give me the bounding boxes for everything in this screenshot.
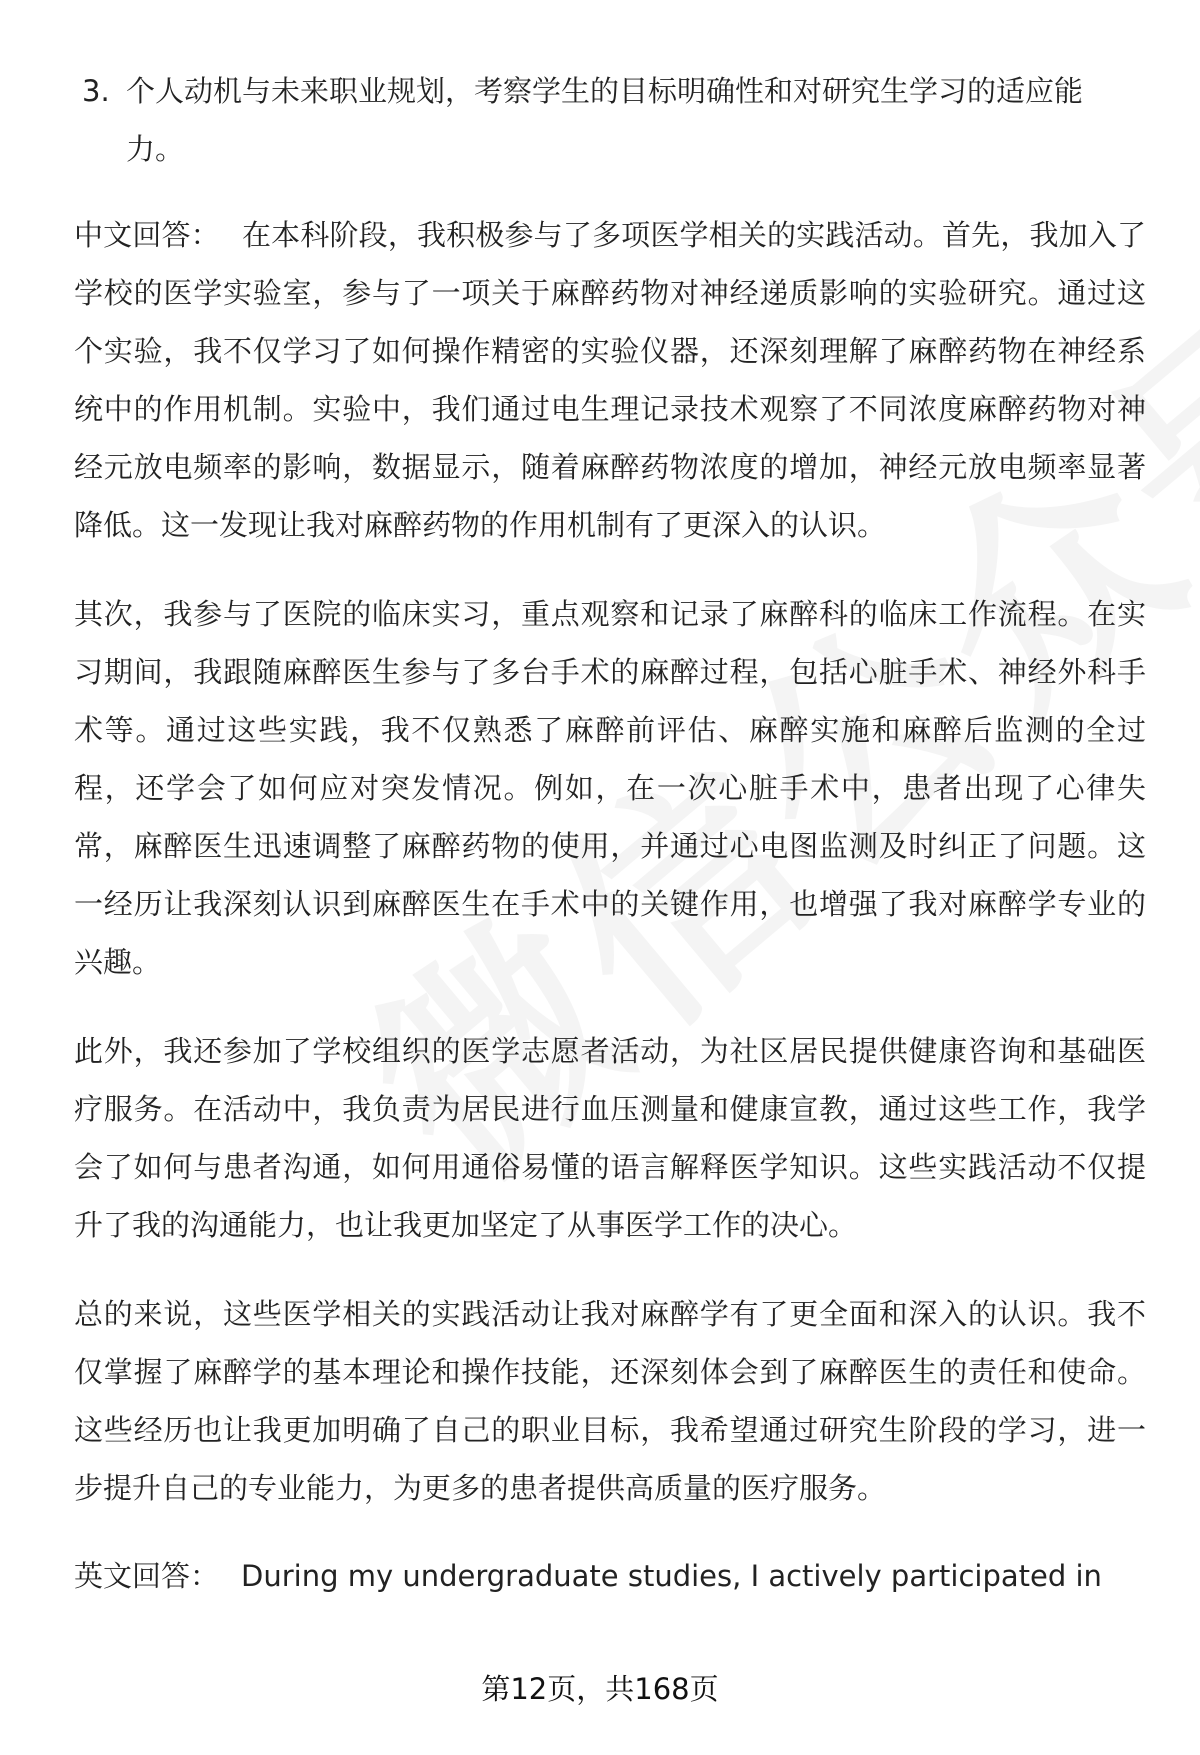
question-text: 个人动机与未来职业规划，考察学生的目标明确性和对研究生学习的适应能力。 [126, 74, 1084, 166]
en-answer-label: 英文回答： [74, 1559, 220, 1593]
question-item [82, 62, 1122, 178]
answer-paragraph-2: 其次，我参与了医院的临床实习，重点观察和记录了麻醉科的临床工作流程。在实习期间，我跟随麻醉医生参与了多台手术的麻醉过程，包括心脏手术、神经外科手术等。通过这些实践，我不仅熟悉了麻醉前评估、麻醉实施和麻醉后监测的全过程，还学会了如何应对突发情况。例如，在一次心脏手术中，患者出现了心律失常，麻醉医生迅速调整了麻醉药物的使用，并通过心电图监测及时纠正了问题。这一经历让我深刻认识到麻醉医生在手术中的关键作用，也增强了我对麻醉学专业的兴趣。 [74, 597, 1146, 979]
question-number: 3. [82, 74, 110, 108]
answer-content [74, 206, 1146, 1636]
answer-paragraph-3: 此外，我还参加了学校组织的医学志愿者活动，为社区居民提供健康咨询和基础医疗服务。在活动中，我负责为居民进行血压测量和健康宣教，通过这些工作，我学会了如何与患者沟通，如何用通俗易懂的语言解释医学知识。这些实践活动不仅提升了我的沟通能力，也让我更加坚定了从事医学工作的决心。 [74, 1034, 1146, 1242]
answer-paragraph-1-text: 在本科阶段，我积极参与了多项医学相关的实践活动。首先，我加入了学校的医学实验室，参与了一项关于麻醉药物对神经递质影响的实验研究。通过这个实验，我不仅学习了如何操作精密的实验仪器，还深刻理解了麻醉药物在神经系统中的作用机制。实验中，我们通过电生理记录技术观察了不同浓度麻醉药物对神经元放电频率的影响，数据显示，随着麻醉药物浓度的增加，神经元放电频率显著降低。这一发现让我对麻醉药物的作用机制有了更深入的认识。 [74, 218, 1146, 542]
english-answer-start [74, 1547, 1146, 1605]
zh-answer-label: 中文回答： [74, 218, 220, 252]
answer-paragraph-1 [74, 206, 1146, 554]
answer-paragraph-4: 总的来说，这些医学相关的实践活动让我对麻醉学有了更全面和深入的认识。我不仅掌握了麻醉学的基本理论和操作技能，还深刻体会到了麻醉医生的责任和使命。这些经历也让我更加明确了自己的职业目标，我希望通过研究生阶段的学习，进一步提升自己的专业能力，为更多的患者提供高质量的医疗服务。 [74, 1297, 1146, 1505]
page-footer: 第12页，共168页 [481, 1672, 719, 1706]
english-answer-text: During my undergraduate studies, I actively participated in [241, 1559, 1102, 1593]
